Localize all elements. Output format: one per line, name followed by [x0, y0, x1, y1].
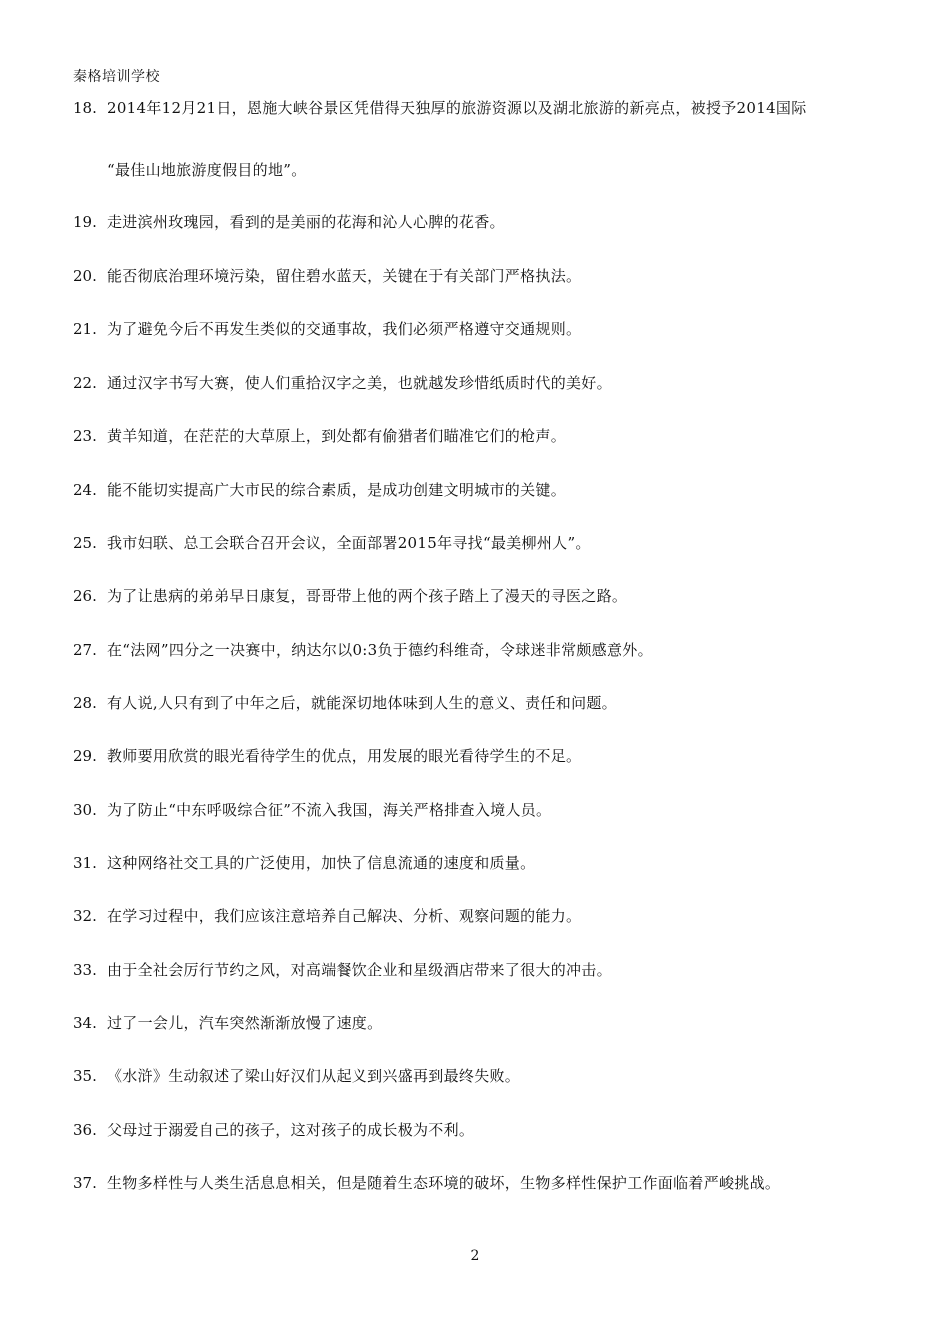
question-text: 教师要用欣赏的眼光看待学生的优点，用发展的眼光看待学生的不足。 — [107, 747, 582, 765]
question-text: 在“法网”四分之一决赛中，纳达尔以0:3负于德约科维奇，令球迷非常颇感意外。 — [107, 641, 653, 659]
question-text: 为了让患病的弟弟早日康复，哥哥带上他的两个孩子踏上了漫天的寻医之路。 — [107, 587, 628, 605]
question-number: 26. — [73, 587, 97, 605]
question-number: 28. — [73, 694, 97, 712]
question-number: 37. — [73, 1174, 97, 1192]
question-number: 27. — [73, 641, 97, 659]
question-text: 有人说,人只有到了中年之后，就能深切地体味到人生的意义、责任和问题。 — [107, 694, 617, 712]
question-text: 为了避免今后不再发生类似的交通事故，我们必须严格遵守交通规则。 — [107, 320, 582, 338]
question-24 — [73, 480, 566, 500]
question-number: 20. — [73, 267, 97, 285]
question-number: 19. — [73, 213, 97, 231]
question-number: 35. — [73, 1067, 97, 1085]
question-31 — [73, 853, 535, 873]
question-number: 33. — [73, 961, 97, 979]
question-text: 在学习过程中，我们应该注意培养自己解决、分析、观察问题的能力。 — [107, 907, 582, 925]
question-23 — [73, 426, 566, 446]
question-text: 我市妇联、总工会联合召开会议，全面部署2015年寻找“最美柳州人”。 — [107, 534, 591, 552]
question-35 — [73, 1066, 520, 1086]
question-37 — [73, 1173, 780, 1193]
question-number: 30. — [73, 801, 97, 819]
question-30 — [73, 800, 551, 820]
question-28 — [73, 693, 617, 713]
question-text: 能否彻底治理环境污染，留住碧水蓝天，关键在于有关部门严格执法。 — [107, 267, 582, 285]
question-19 — [73, 212, 505, 232]
question-number: 36. — [73, 1121, 97, 1139]
question-number: 21. — [73, 320, 97, 338]
question-text: 为了防止“中东呼吸综合征”不流入我国，海关严格排查入境人员。 — [107, 801, 552, 819]
question-number: 24. — [73, 481, 97, 499]
question-27 — [73, 640, 653, 660]
question-number: 34. — [73, 1014, 97, 1032]
question-21 — [73, 319, 581, 339]
question-20 — [73, 266, 581, 286]
question-number: 32. — [73, 907, 97, 925]
question-36 — [73, 1120, 474, 1140]
question-number: 23. — [73, 427, 97, 445]
question-32 — [73, 906, 581, 926]
question-number: 25. — [73, 534, 97, 552]
question-text: 2014年12月21日，恩施大峡谷景区凭借得天独厚的旅游资源以及湖北旅游的新亮点，被授予2014国际 — [107, 99, 807, 117]
question-33 — [73, 960, 612, 980]
question-25 — [73, 533, 591, 553]
question-number: 22. — [73, 374, 97, 392]
question-18-continuation: “最佳山地旅游度假目的地”。 — [107, 161, 307, 179]
question-number: 29. — [73, 747, 97, 765]
question-text: 这种网络社交工具的广泛使用，加快了信息流通的速度和质量。 — [107, 854, 536, 872]
page-number: 2 — [470, 1248, 480, 1264]
question-number: 31. — [73, 854, 97, 872]
question-text: 过了一会儿，汽车突然渐渐放慢了速度。 — [107, 1014, 383, 1032]
question-text: 通过汉字书写大赛，使人们重拾汉字之美，也就越发珍惜纸质时代的美好。 — [107, 374, 612, 392]
question-text: 能不能切实提高广大市民的综合素质，是成功创建文明城市的关键。 — [107, 481, 567, 499]
question-34 — [73, 1013, 382, 1033]
question-29 — [73, 746, 581, 766]
question-18 — [73, 98, 807, 118]
question-26 — [73, 586, 627, 606]
school-header: 秦格培训学校 — [73, 69, 160, 85]
question-text: 黄羊知道，在茫茫的大草原上，到处都有偷猎者们瞄准它们的枪声。 — [107, 427, 567, 445]
question-text: 父母过于溺爱自己的孩子，这对孩子的成长极为不利。 — [107, 1121, 475, 1139]
question-text: 由于全社会厉行节约之风，对高端餐饮企业和星级酒店带来了很大的冲击。 — [107, 961, 612, 979]
question-text: 走进滨州玫瑰园，看到的是美丽的花海和沁人心脾的花香。 — [107, 213, 505, 231]
question-text: 生物多样性与人类生活息息相关，但是随着生态环境的破坏，生物多样性保护工作面临着严峻挑战。 — [107, 1174, 781, 1192]
question-text: 《水浒》生动叙述了梁山好汉们从起义到兴盛再到最终失败。 — [107, 1067, 521, 1085]
question-number: 18. — [73, 99, 97, 117]
question-22 — [73, 373, 612, 393]
